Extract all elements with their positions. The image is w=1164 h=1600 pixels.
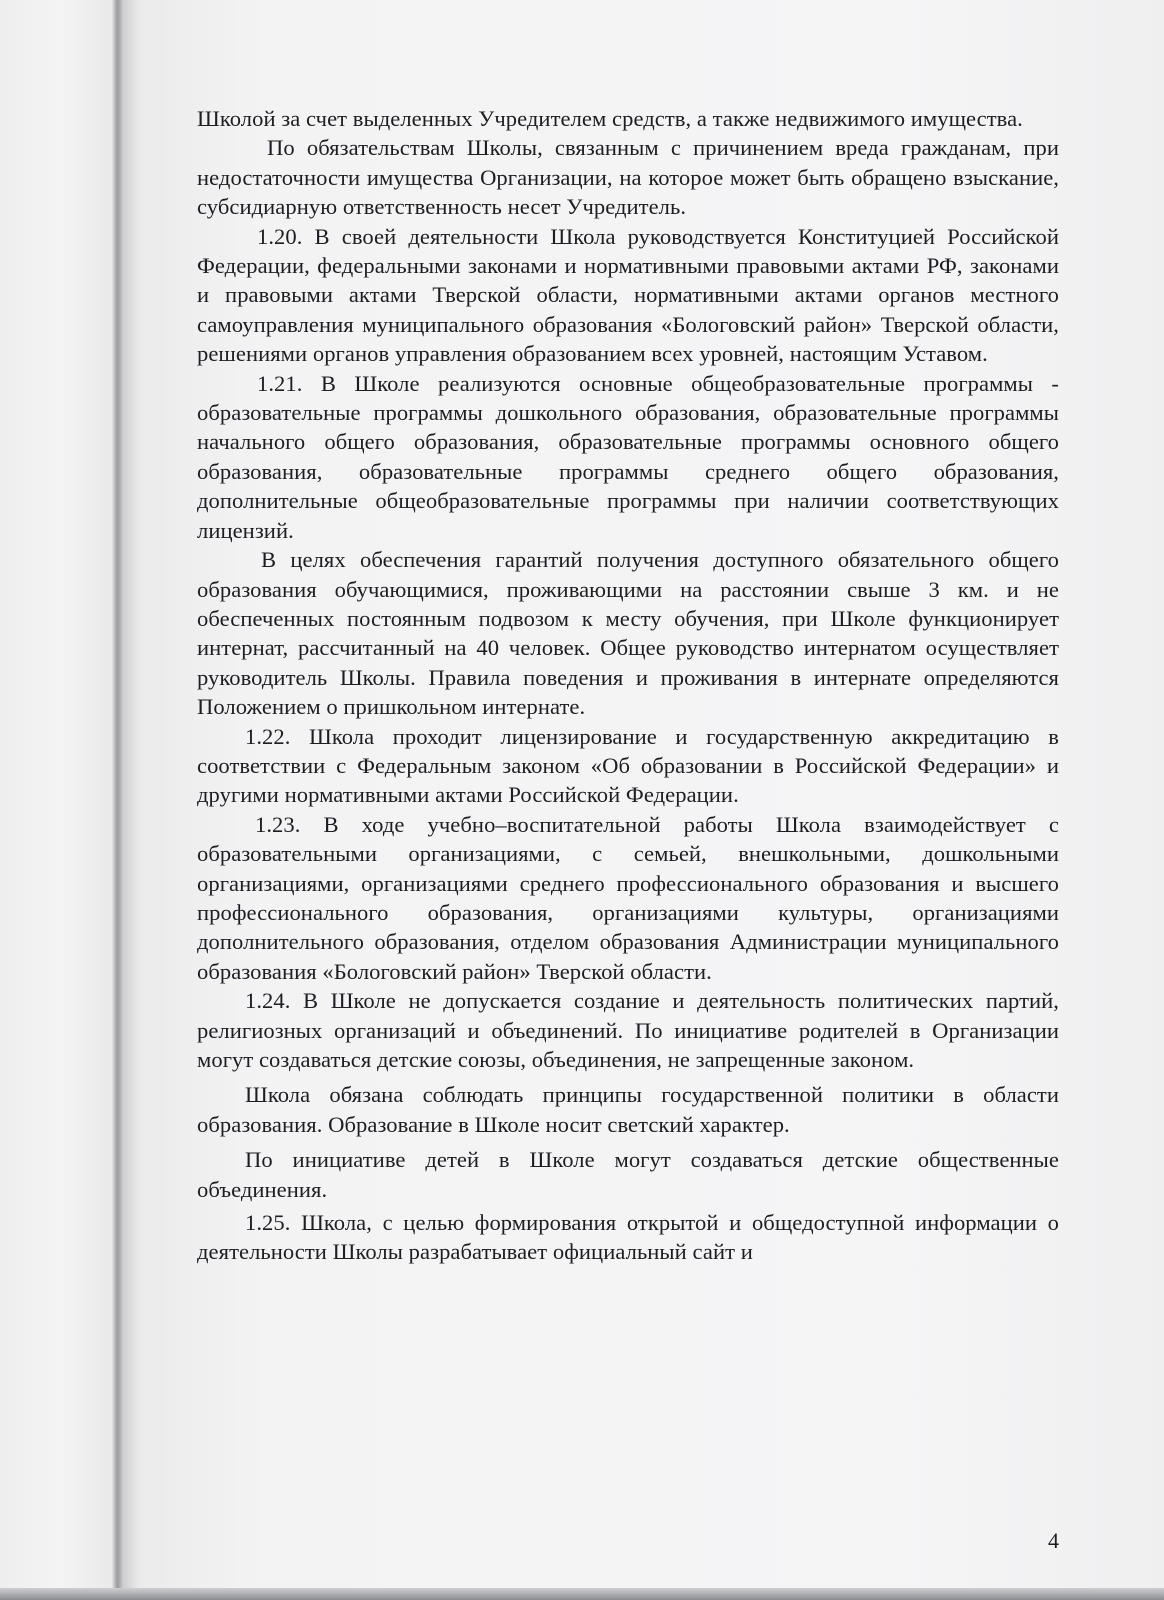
paragraph-boarding-school: В целях обеспечения гарантий получения доступного обязательного общего образования обучающимися, проживающими на расстоянии свыше 3 км. и не обеспеченных постоянным подвозом к месту обучения, при Школе функционирует интернат, рассчитанный на 40 человек. Общее руководство интернатом осуществляет руководитель Школы. Правила поведения и проживания в интернате определяются Положением о пришкольном интернате. <box>197 547 1059 720</box>
paragraph-children-associations: По инициативе детей в Школе могут создаваться детские общественные объединения. <box>197 1147 1059 1202</box>
paragraph-1: Школой за счет выделенных Учредителем средств, а также недвижимого имущества. <box>197 106 1023 131</box>
paragraph-1-24: 1.24. В Школе не допускается создание и деятельность политических партий, религиозных организаций и объединений. По инициативе родителей в Организации могут создаваться детские союзы, объединения, не запрещенные законом. <box>197 988 1059 1072</box>
page-fold-shadow <box>112 0 122 1600</box>
page-number: 4 <box>1048 1528 1059 1553</box>
scan-bottom-edge <box>0 1588 1164 1600</box>
paragraph-2: По обязательствам Школы, связанным с причинением вреда гражданам, при недостаточности имущества Организации, на которое может быть обращено взыскание, субсидиарную ответственность несет Учредитель. <box>197 135 1059 220</box>
document-body <box>197 104 1059 1267</box>
paragraph-1-22: 1.22. Школа проходит лицензирование и государственную аккредитацию в соответствии с Федеральным законом «Об образовании в Российской Федерации» и другими нормативными актами Российской Федерации. <box>197 723 1059 808</box>
paragraph-state-policy: Школа обязана соблюдать принципы государственной политики в области образования. Образование в Школе носит светский характер. <box>197 1082 1059 1137</box>
bleed-through-text: ⠀ <box>196 145 210 165</box>
paragraph-1-21: 1.21. В Школе реализуются основные общеобразовательные программы - образовательные программы дошкольного образования, образовательные программы начального общего образования, образовательные программы основного общего образования, образовательные программы среднего общего образования, дополнительные общеобразовательные программы при наличии соответствующих лицензий. <box>197 370 1059 543</box>
paragraph-1-23: 1.23. В ходе учебно–воспитательной работы Школа взаимодействует с образовательными организациями, с семьей, внешкольными, дошкольными организациями, организациями среднего профессионального образования и высшего профессионального образования, организациями культуры, организациями дополнительного образования, отделом образования Администрации муниципального образования «Бологовский район» Тверской области. <box>197 811 1059 984</box>
paragraph-1-20: 1.20. В своей деятельности Школа руководствуется Конституцией Российской Федерации, федеральными законами и нормативными правовыми актами РФ, законами и правовыми актами Тверской области, нормативными актами органов местного самоуправления муниципального образования «Бологовский район» Тверской области, решениями органов управления образованием всех уровней, настоящим Уставом. <box>197 223 1059 367</box>
paragraph-1-25: 1.25. Школа, с целью формирования открытой и общедоступной информации о деятельности Школы разрабатывает официальный сайт и <box>197 1210 1059 1265</box>
